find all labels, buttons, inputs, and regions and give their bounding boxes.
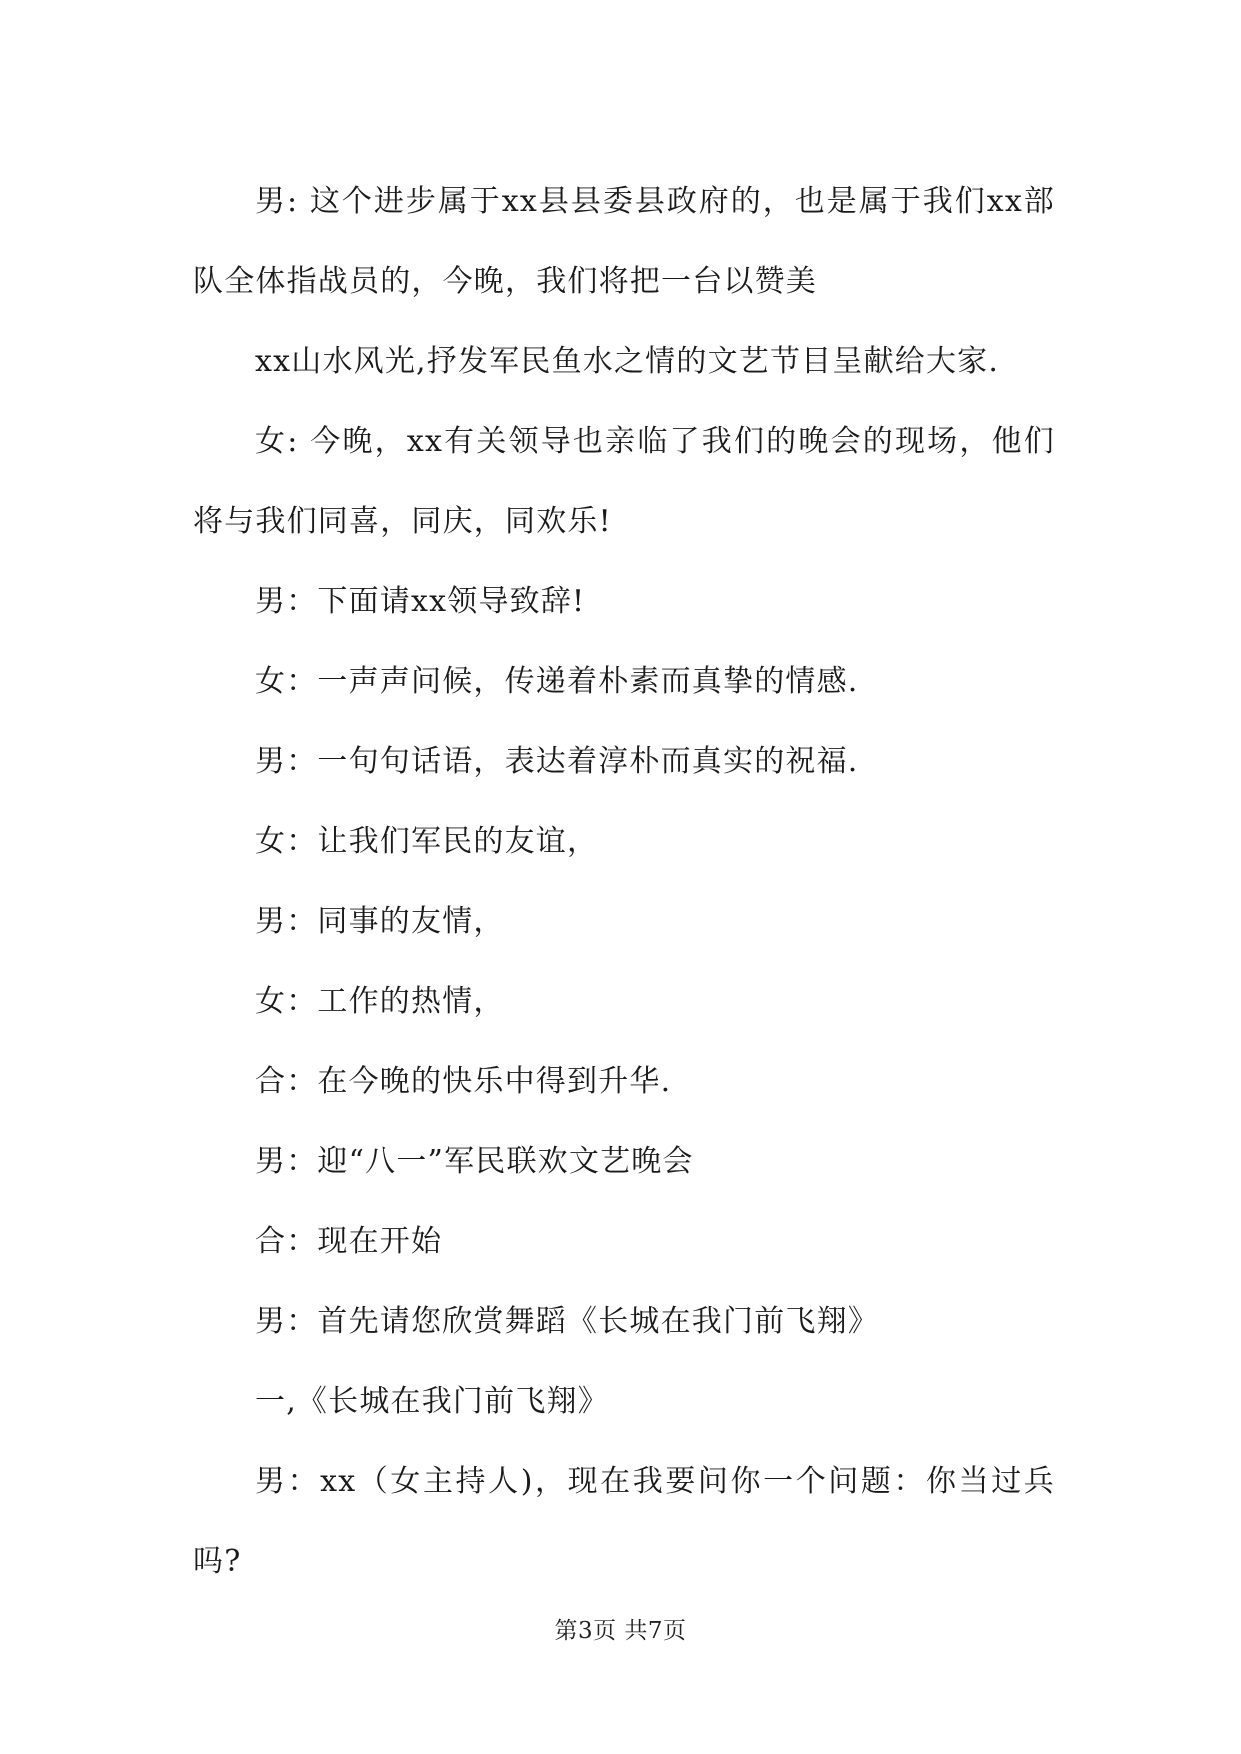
paragraph-5: 女：一声声问候，传递着朴素而真挚的情感.	[255, 664, 859, 699]
paragraph-11: 男：迎“八一”军民联欢文艺晚会	[255, 1144, 694, 1179]
page-number-footer: 第3页 共7页	[554, 1618, 687, 1644]
document-body	[193, 162, 1055, 1602]
paragraph-4: 男：下面请xx领导致辞!	[255, 584, 586, 619]
paragraph-3: 女: 今晚，xx有关领导也亲临了我们的晚会的现场，他们将与我们同喜，同庆，同欢乐!	[193, 424, 1055, 539]
paragraph-8: 男：同事的友情，	[255, 904, 505, 939]
paragraph-10: 合：在今晚的快乐中得到升华.	[255, 1064, 672, 1099]
paragraph-12: 合：现在开始	[255, 1224, 443, 1259]
paragraph-13: 男：首先请您欣赏舞蹈《长城在我门前飞翔》	[255, 1304, 879, 1339]
paragraph-1: 男: 这个进步属于xx县县委县政府的，也是属于我们xx部队全体指战员的，今晚，我们将把一台以赞美	[193, 184, 1055, 299]
paragraph-2: xx山水风光,抒发军民鱼水之情的文艺节目呈献给大家.	[255, 344, 1000, 379]
paragraph-14: 一,《长城在我门前飞翔》	[255, 1384, 609, 1419]
paragraph-15: 男：xx（女主持人)，现在我要问你一个问题：你当过兵吗?	[193, 1464, 1055, 1579]
paragraph-6: 男：一句句话语，表达着淳朴而真实的祝福.	[255, 744, 859, 779]
paragraph-9: 女：工作的热情，	[255, 984, 505, 1019]
paragraph-7: 女：让我们军民的友谊，	[255, 824, 599, 859]
